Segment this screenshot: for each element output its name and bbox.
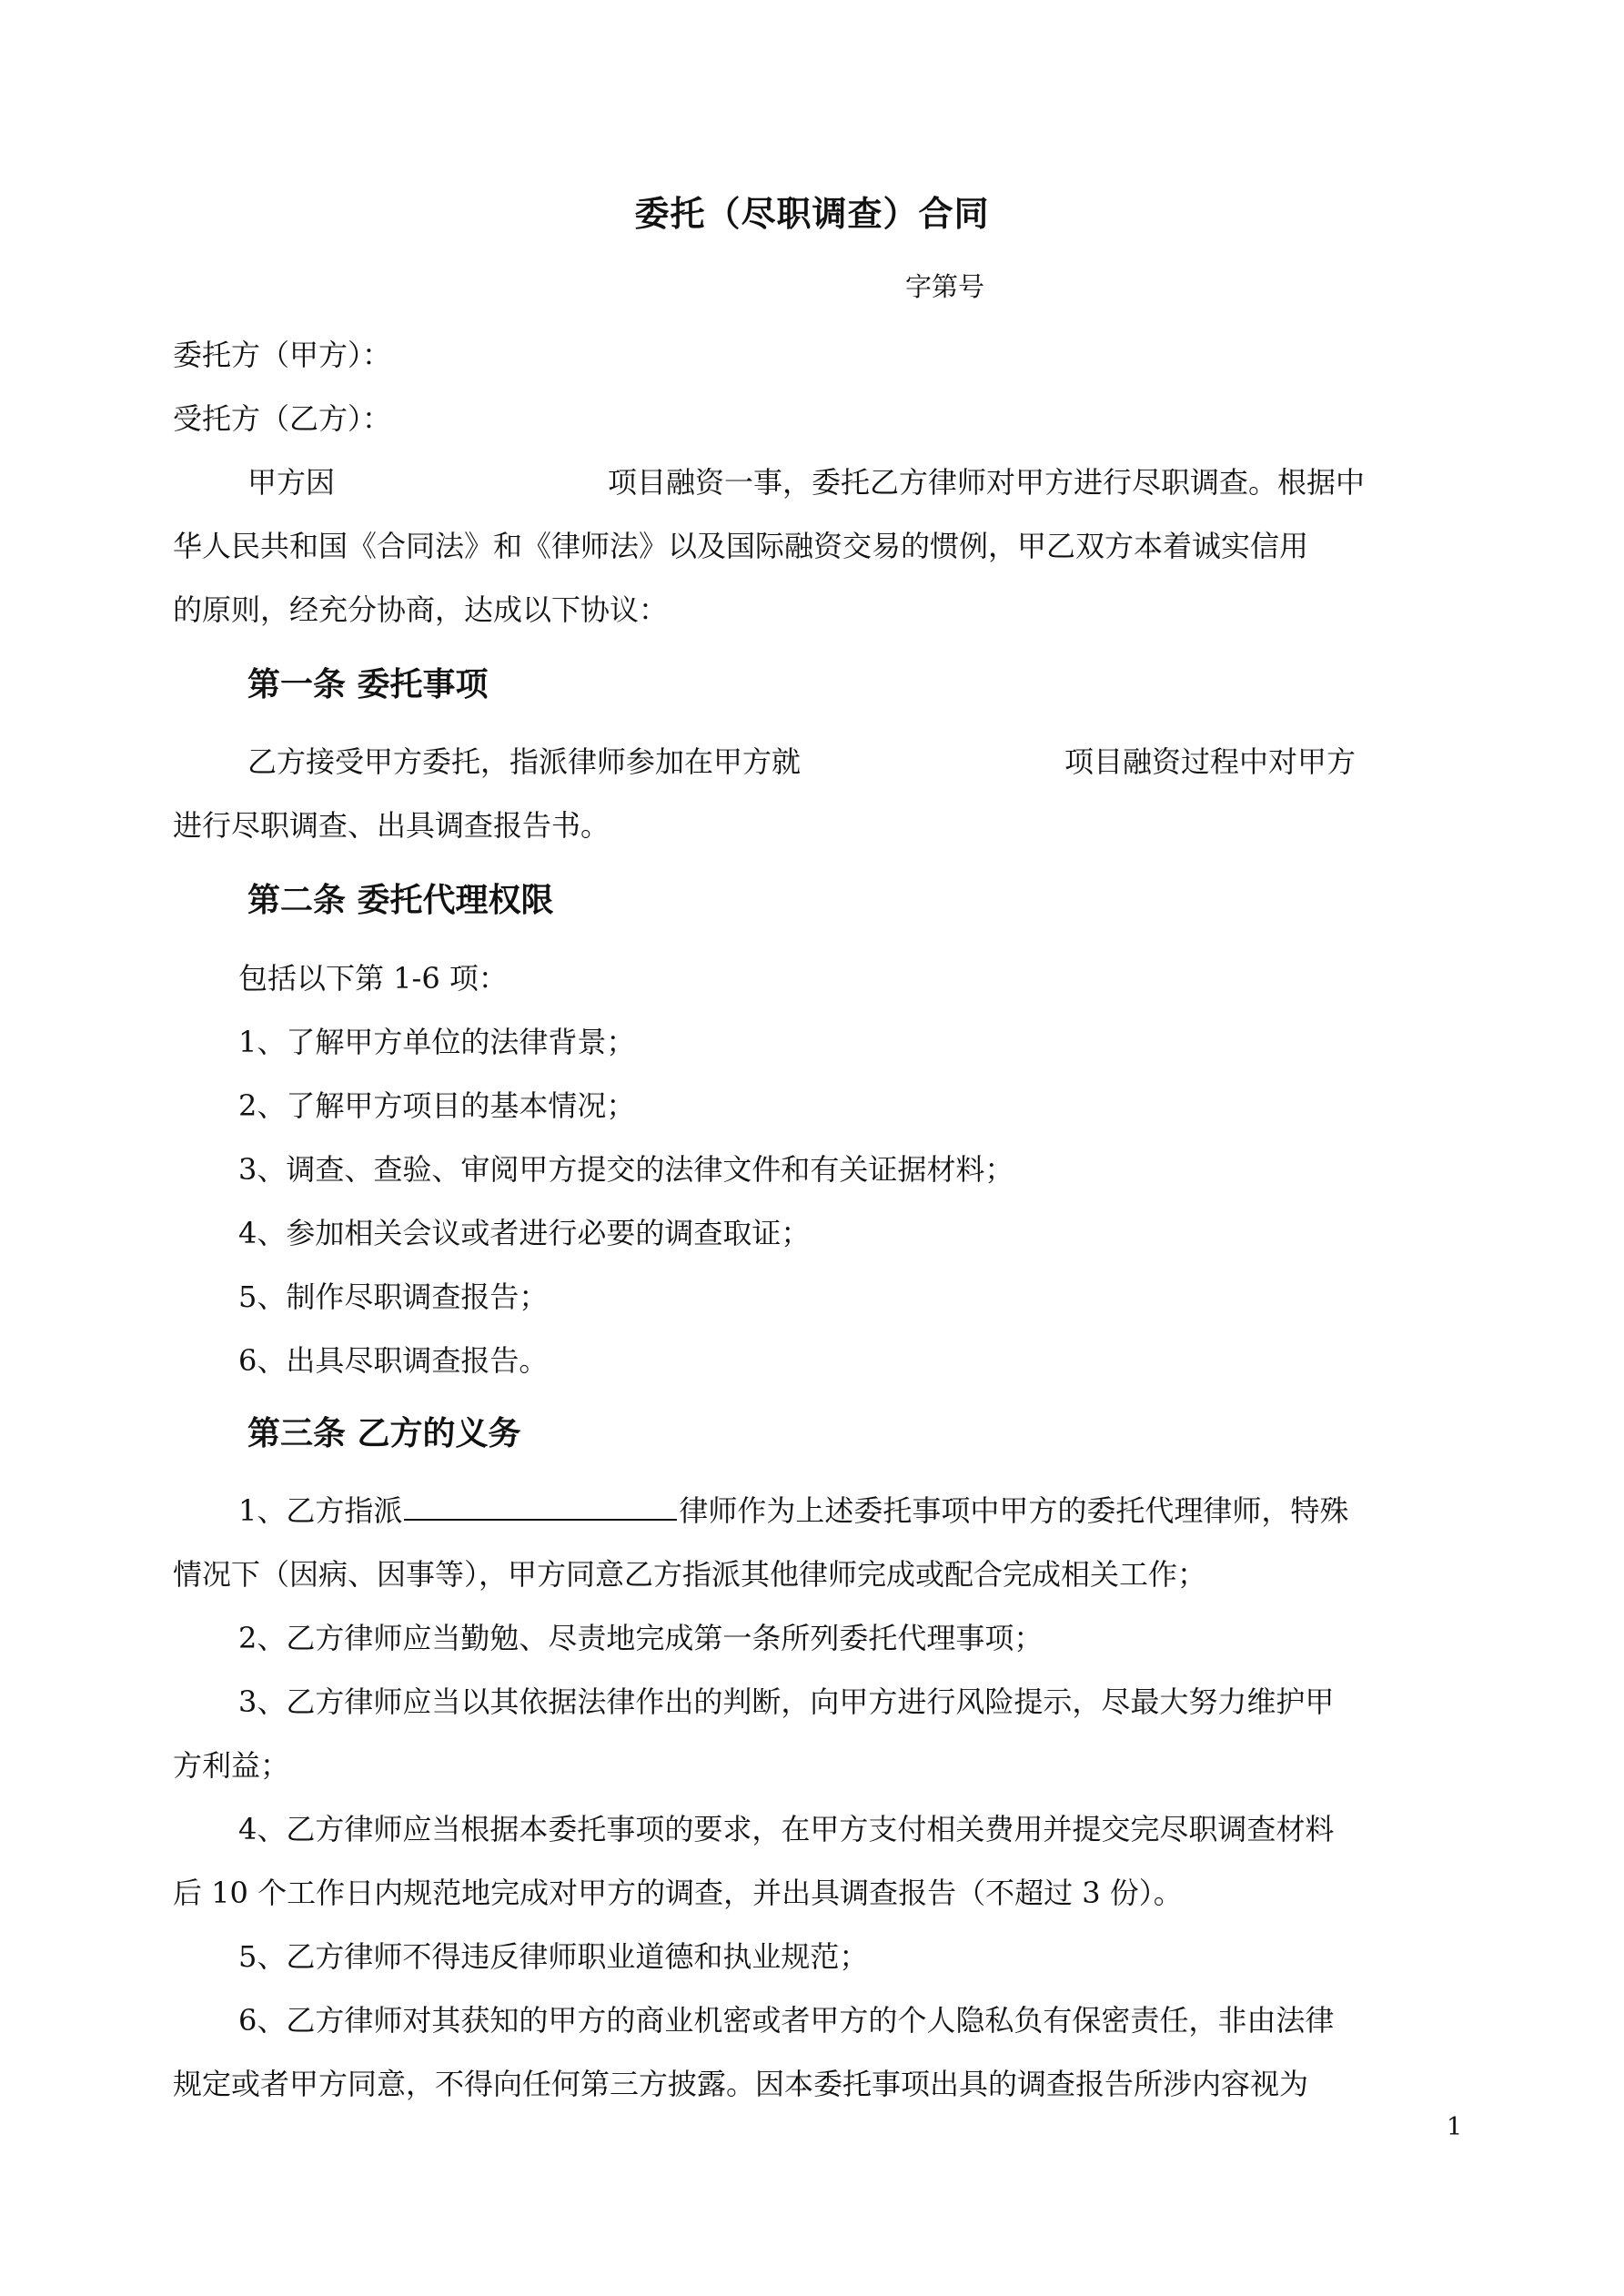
- article-3-para-4-line-1: 4、乙方律师应当根据本委托事项的要求，在甲方支付相关费用并提交完尽职调查材料: [238, 1812, 1335, 1846]
- article-2-item: 1、了解甲方单位的法律背景；: [238, 1025, 636, 1059]
- article-3-para-6-line-1: 6、乙方律师对其获知的甲方的商业机密或者甲方的个人隐私负有保密责任，非由法律: [238, 2003, 1335, 2038]
- article-3-heading: 第三条 乙方的义务: [247, 1415, 521, 1452]
- preamble-text: 项目融资一事，委托乙方律师对甲方进行尽职调查。根据中: [608, 465, 1366, 500]
- article-1-text: 项目融资过程中对甲方: [1064, 744, 1357, 779]
- blank-lawyer-name-underline: [404, 1492, 677, 1521]
- article-3-para-6-line-2: 规定或者甲方同意，不得向任何第三方披露。因本委托事项出具的调查报告所涉内容视为: [173, 2067, 1309, 2101]
- party-b-label: 受托方（乙方）：: [173, 401, 392, 436]
- article-3-para-1-line-1: [238, 1488, 1348, 1533]
- article-2-item: 3、调查、查验、审阅甲方提交的法律文件和有关证据材料；: [238, 1152, 1014, 1187]
- document-number: 字第号: [905, 271, 985, 302]
- preamble-line-2: 华人民共和国《合同法》和《律师法》以及国际融资交易的惯例，甲乙双方本着诚实信用: [173, 529, 1309, 563]
- preamble-line-3: 的原则，经充分协商，达成以下协议：: [173, 592, 669, 627]
- article-1-heading: 第一条 委托事项: [247, 666, 489, 703]
- article-3-para-1-line-2: 情况下（因病、因事等），甲方同意乙方指派其他律师完成或配合完成相关工作；: [173, 1557, 1207, 1592]
- page-number: 1: [1447, 2113, 1463, 2141]
- document-title: 委托（尽职调查）合同: [634, 194, 990, 234]
- preamble-line-1: [247, 460, 1365, 505]
- article-2-intro: 包括以下第 1-6 项：: [238, 961, 508, 996]
- article-2-heading: 第二条 委托代理权限: [247, 882, 554, 919]
- article-3-para-3-line-2: 方利益；: [173, 1748, 290, 1783]
- party-a-label: 委托方（甲方）：: [173, 338, 392, 372]
- article-1-text: 乙方接受甲方委托，指派律师参加在甲方就: [247, 744, 802, 779]
- preamble-text: 甲方因: [247, 465, 336, 500]
- article-3-para-4-line-2: 后 10 个工作日内规范地完成对甲方的调查，并出具调查报告（不超过 3 份）。: [173, 1876, 1183, 1910]
- article-2-item: 5、制作尽职调查报告；: [238, 1279, 549, 1314]
- article-1-line-2: 进行尽职调查、出具调查报告书。: [173, 808, 610, 843]
- article-2-item: 2、了解甲方项目的基本情况；: [238, 1088, 636, 1123]
- article-3-para-5: 5、乙方律师不得违反律师职业道德和执业规范；: [238, 1939, 869, 1974]
- article-2-item: 4、参加相关会议或者进行必要的调查取证；: [238, 1216, 811, 1250]
- article-2-item: 6、出具尽职调查报告。: [238, 1343, 549, 1378]
- article-3-text: 1、乙方指派: [238, 1493, 403, 1528]
- article-3-text: 律师作为上述委托事项中甲方的委托代理律师，特殊: [679, 1493, 1349, 1528]
- article-3-para-2: 2、乙方律师应当勤勉、尽责地完成第一条所列委托代理事项；: [238, 1621, 1044, 1655]
- article-3-para-3-line-1: 3、乙方律师应当以其依据法律作出的判断，向甲方进行风险提示，尽最大努力维护甲: [238, 1684, 1335, 1719]
- article-1-line-1: [247, 739, 1356, 784]
